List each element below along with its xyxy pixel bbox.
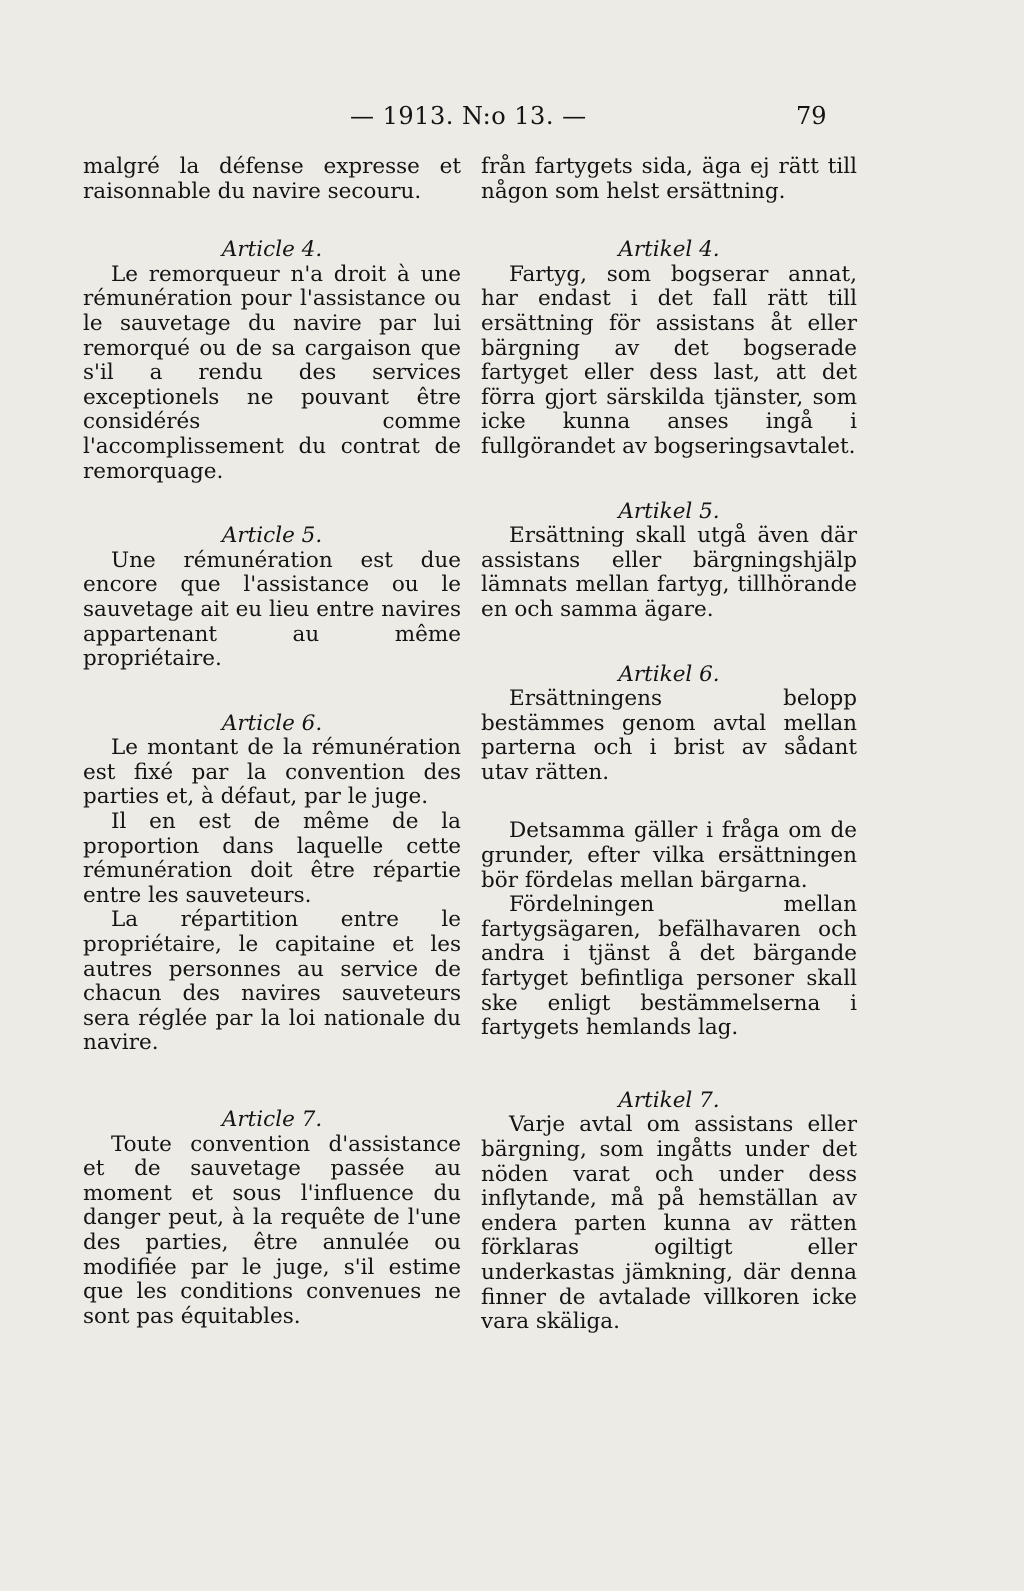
sv-artikel-7-text: Varje avtal om assistans eller bärgning, som ingåtts under det nöden varat och under dess inflytande, må på hemställan av endera parten kunna av rätten förklaras ogiltigt eller underkastas jämkning, där denna finner de avtalade villkoren icke vara skäliga.: [481, 1112, 857, 1335]
sv-artikel-4-heading: Artikel 4.: [618, 237, 720, 263]
sv-artikel-6-para-2: Detsamma gäller i fråga om de grunder, efter vilka ersättningen bör fördelas mellan bärgarna.: [481, 818, 857, 893]
sv-artikel-6-heading: Artikel 6.: [618, 661, 720, 687]
fr-intro-text: malgré la défense expresse et raisonnable du navire secouru.: [83, 154, 461, 204]
fr-article-6-para-2: Il en est de même de la proportion dans laquelle cette rémunération doit être répartie entre les sauveteurs.: [83, 809, 461, 908]
french-column: [83, 155, 461, 1329]
sv-artikel-6-para-1: Ersättningens belopp bestämmes genom avtal mellan parterna och i brist av sådant utav rätten.: [481, 686, 857, 785]
page-number: 79: [796, 102, 827, 130]
page-header: [0, 102, 1024, 136]
running-head: — 1913. N:o 13. —: [350, 102, 587, 130]
fr-article-6-para-3: La répartition entre le propriétaire, le capitaine et les autres personnes au service de chacun des navires sauveteurs sera réglée par la loi nationale du navire.: [83, 907, 461, 1056]
fr-article-7-heading: Article 7.: [221, 1107, 323, 1132]
sv-artikel-4-text: Fartyg, som bogserar annat, har endast i det fall rätt till ersättning för assistans åt eller bärgning av det bogserade fartyget eller dess last, att det förra gjort särskilda tjänster, som icke kunna anses ingå i fullgörandet av bogseringsavtalet.: [481, 261, 857, 459]
fr-article-6-heading: Article 6.: [221, 710, 323, 736]
sv-artikel-5-heading: Artikel 5.: [618, 498, 720, 524]
fr-article-4-heading: Article 4.: [221, 237, 323, 263]
sv-artikel-5-text: Ersättning skall utgå även där assistans eller bärgningshjälp lämnats mellan fartyg, tillhörande en och samma ägare.: [481, 523, 857, 622]
fr-article-5-heading: Article 5.: [221, 523, 323, 549]
sv-artikel-6-para-3: Fördelningen mellan fartygsägaren, befälhavaren och andra i tjänst å det bärgande fartyget befintliga personer skall ske enligt bestämmelserna i fartygets hemlands lag.: [481, 892, 857, 1041]
fr-article-5-text: Une rémunération est due encore que l'assistance ou le sauvetage ait eu lieu entre navires appartenant au même propriétaire.: [83, 547, 461, 672]
sv-artikel-7-heading: Artikel 7.: [618, 1087, 720, 1113]
fr-article-7-text: Toute convention d'assistance et de sauvetage passée au moment et sous l'influence du danger peut, à la requête de l'une des parties, être annulée ou modifiée par le juge, s'il estime que les conditions convenues ne sont pas équitables.: [83, 1131, 461, 1329]
fr-article-6-para-1: Le montant de la rémunération est fixé par la convention des parties et, à défaut, par le juge.: [83, 735, 461, 810]
sv-intro-text: från fartygets sida, äga ej rätt till någon som helst ersättning.: [481, 154, 857, 204]
fr-article-4-text: Le remorqueur n'a droit à une rémunération pour l'assistance ou le sauvetage du navire par lui remorqué ou de sa cargaison que s'il a rendu des services exceptionels ne pouvant être considérés comme l'accomplissement du contrat de remorquage.: [83, 261, 461, 484]
swedish-column: [481, 155, 857, 1335]
